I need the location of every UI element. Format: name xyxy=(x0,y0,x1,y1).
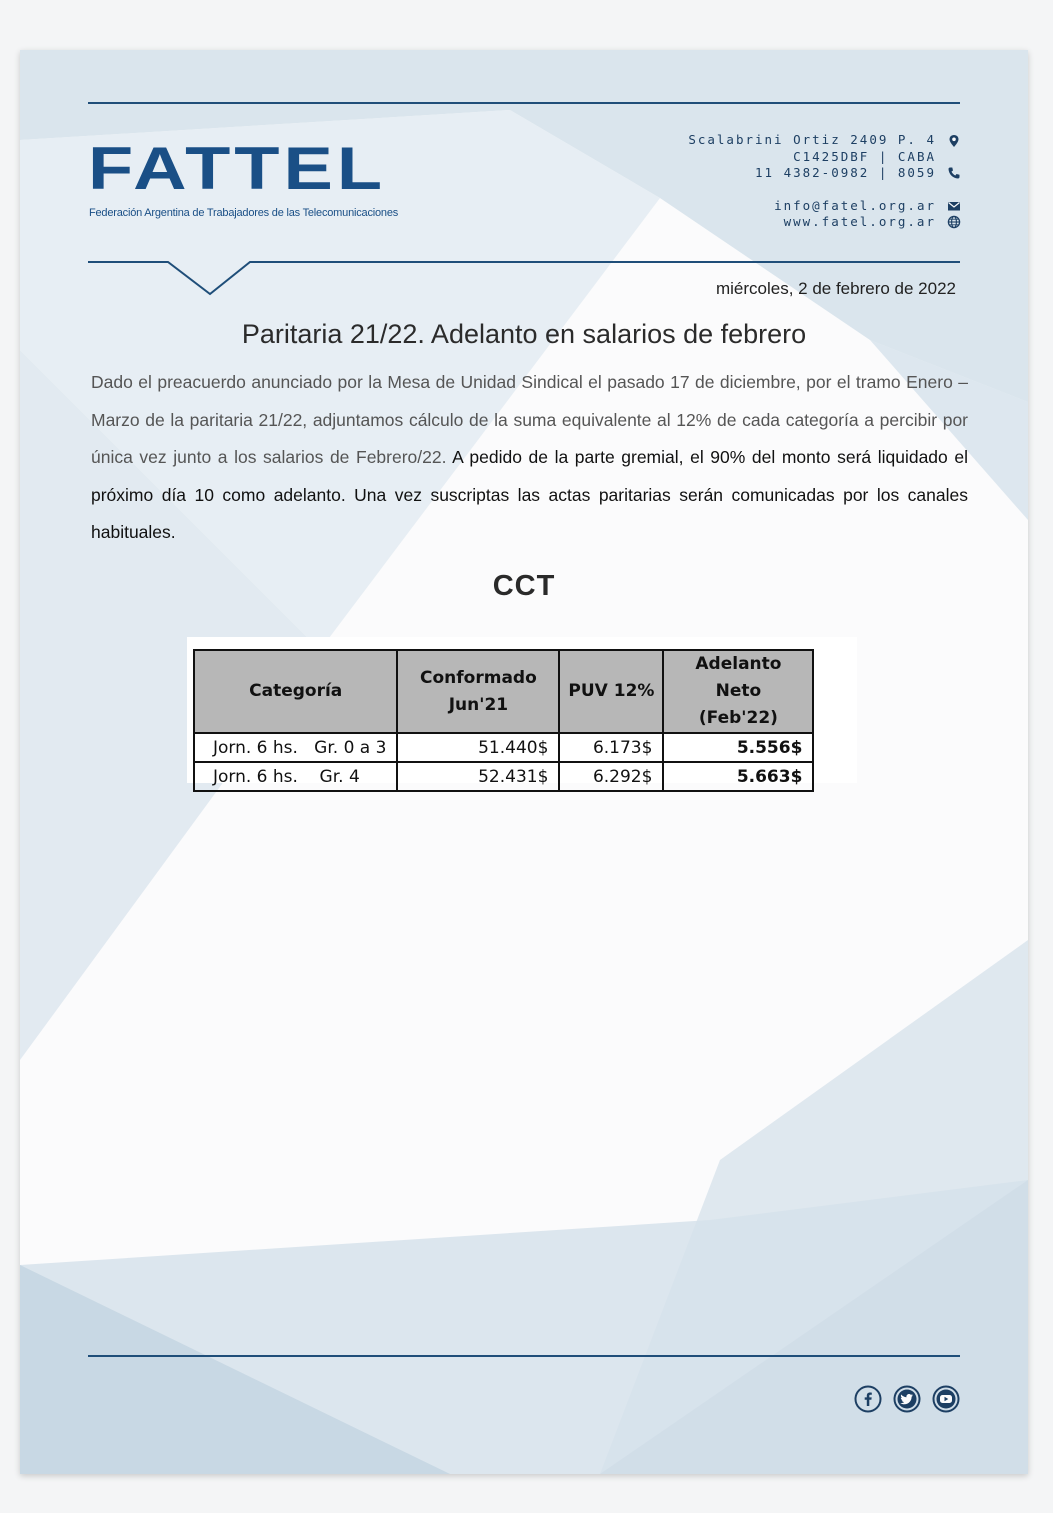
cell-puv: 6.173$ xyxy=(559,733,663,762)
header-top-rule xyxy=(88,102,960,104)
letterhead-page xyxy=(20,50,1028,1474)
header-categoria: Categoría xyxy=(194,650,397,733)
cell-conformado: 51.440$ xyxy=(397,733,559,762)
contact-block xyxy=(688,132,936,231)
table-row xyxy=(194,733,813,762)
phone-number: 11 4382-0982 | 8059 xyxy=(755,165,936,180)
fattel-logo: FATTEL xyxy=(88,133,387,202)
cell-categoria: Jorn. 6 hs. Gr. 0 a 3 xyxy=(194,733,397,762)
salary-table xyxy=(193,649,814,792)
header-adelanto-neto: Adelanto Neto (Feb'22) xyxy=(663,650,813,733)
table-header-row xyxy=(194,650,813,733)
section-title: CCT xyxy=(492,570,556,602)
facebook-icon[interactable] xyxy=(854,1385,882,1413)
cell-adelanto: 5.556$ xyxy=(663,733,813,762)
body-text: Dado el preacuerdo anunciado por la Mesa de Unidad Sindical el pasado 17 de diciembre, por el tramo Enero – Marzo de la paritaria 21/22, adjuntamos cálculo de la suma equivalente al 12% de cada categoría a percibir por única vez junto a los salarios de Febrero/22. xyxy=(91,372,968,467)
location-icon xyxy=(947,134,961,148)
footer-rule xyxy=(88,1355,960,1357)
cell-puv: 6.292$ xyxy=(559,762,663,791)
document-title: Paritaria 21/22. Adelanto en salarios de febrero xyxy=(241,319,807,349)
document-date: miércoles, 2 de febrero de 2022 xyxy=(715,279,956,298)
logo-subtitle: Federación Argentina de Trabajadores de las Telecomunicaciones xyxy=(89,207,399,219)
cell-adelanto: 5.663$ xyxy=(663,762,813,791)
address-line-2: C1425DBF | CABA xyxy=(793,148,936,164)
globe-icon xyxy=(947,215,961,229)
salary-table-image xyxy=(187,637,857,787)
email-address[interactable]: info@fatel.org.ar xyxy=(774,197,936,213)
body-paragraph xyxy=(91,364,968,552)
twitter-icon[interactable] xyxy=(893,1385,921,1413)
cell-categoria: Jorn. 6 hs. Gr. 4 xyxy=(194,762,397,791)
header-puv: PUV 12% xyxy=(559,650,663,733)
youtube-icon[interactable] xyxy=(932,1385,960,1413)
cell-conformado: 52.431$ xyxy=(397,762,559,791)
address-line-1: Scalabrini Ortiz 2409 P. 4 xyxy=(688,132,936,147)
body-emphasis-text: A pedido de la parte gremial, el 90% del monto será liquidado el próximo día 10 como adelanto. Una vez suscriptas las actas paritarias serán comunicadas por los canales habituales. xyxy=(91,447,968,542)
header-conformado: Conformado Jun'21 xyxy=(397,650,559,733)
phone-icon xyxy=(947,166,961,180)
table-row xyxy=(194,762,813,791)
website-url[interactable]: www.fatel.org.ar xyxy=(783,214,936,229)
email-icon xyxy=(947,199,961,213)
